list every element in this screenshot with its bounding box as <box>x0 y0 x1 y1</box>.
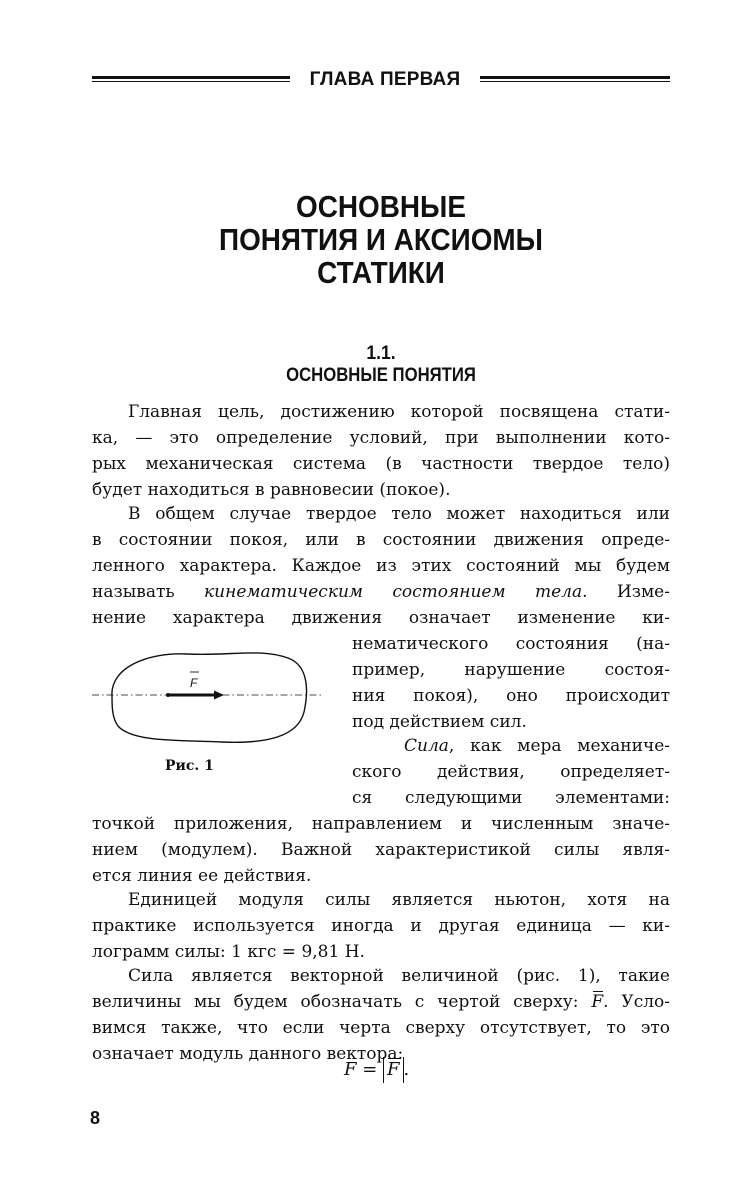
page-number: 8 <box>90 1108 101 1128</box>
formula <box>344 1057 409 1083</box>
arrowhead <box>214 691 224 700</box>
formula-period: . <box>403 1059 410 1080</box>
text-fragment: . Изме- <box>582 582 670 602</box>
text-fragment: , как мера механиче- <box>448 736 670 756</box>
text-line: ется линия ее действия. <box>92 866 312 886</box>
text-line: означает модуль данного вектора: <box>92 1044 404 1064</box>
chapter-title <box>121 190 641 289</box>
figure-caption: Рис. 1 <box>165 758 214 774</box>
text-line: нение характера движения означает изменение ки- <box>92 608 670 628</box>
chapter-title-line: СТАТИКИ <box>317 255 445 290</box>
text-line: вимся также, что если черта сверху отсутствует, то это <box>92 1018 670 1038</box>
text-fragment: величины мы будем обозначать с чертой сверху: <box>92 992 592 1012</box>
emphasis-term: Сила <box>404 736 449 756</box>
header-rule-right <box>480 76 670 82</box>
text-line: лограмм силы: 1 кгс = 9,81 Н. <box>92 942 365 962</box>
text-fragment: . Усло- <box>603 992 670 1012</box>
absolute-value-bars <box>383 1057 404 1083</box>
text-line: Сила является векторной величиной (рис. 1), такие <box>128 966 670 986</box>
figure-body-force-diagram <box>92 646 324 746</box>
vector-symbol: F <box>387 1057 400 1083</box>
text-line: ния покоя), оно происходит <box>352 686 670 706</box>
text-line: рых механическая система (в частности твердое тело) <box>92 454 670 474</box>
chapter-title-line: ОСНОВНЫЕ <box>296 189 466 224</box>
text-line: точкой приложения, направлением и численным значе- <box>92 814 670 834</box>
text-line: В общем случае твердое тело может находиться или <box>128 504 670 524</box>
text-line: нием (модулем). Важной характеристикой силы явля- <box>92 840 670 860</box>
emphasis-term: кинематическим состоянием тела <box>204 582 583 602</box>
text-fragment: называть <box>92 582 205 602</box>
formula-lhs: F <box>344 1059 357 1080</box>
text-line: практике используется иногда и другая единица — ки- <box>92 916 670 936</box>
text-line: пример, нарушение состоя- <box>352 660 670 680</box>
text-line: под действием сил. <box>352 712 527 732</box>
text-line <box>92 579 670 605</box>
text-line: нематического состояния (на- <box>352 634 670 654</box>
text-line: ся следующими элементами: <box>352 788 670 808</box>
vector-symbol: F <box>591 989 603 1015</box>
chapter-label: ГЛАВА ПЕРВАЯ <box>309 69 461 90</box>
text-line: ского действия, определяет- <box>352 762 670 782</box>
section-title: ОСНОВНЫЕ ПОНЯТИЯ <box>286 365 476 386</box>
chapter-title-line: ПОНЯТИЯ И АКСИОМЫ <box>219 222 543 257</box>
text-line: Главная цель, достижению которой посвящена стати- <box>128 402 670 422</box>
header-rule-left <box>92 76 290 82</box>
rigid-body-outline <box>112 653 307 742</box>
text-line: будет находиться в равновесии (покое). <box>92 480 451 500</box>
text-line <box>404 733 670 759</box>
text-line: Единицей модуля силы является ньютон, хотя на <box>128 890 670 910</box>
text-line: ка, — это определение условий, при выполнении кото- <box>92 428 670 448</box>
text-line: в состоянии покоя, или в состоянии движения опреде- <box>92 530 670 550</box>
text-line <box>92 989 670 1015</box>
formula-equals: = <box>356 1059 384 1080</box>
force-label: F <box>190 676 198 690</box>
chapter-header <box>92 68 670 98</box>
application-point <box>166 693 170 697</box>
section-number: 1.1. <box>366 343 396 364</box>
text-line: ленного характера. Каждое из этих состояний мы будем <box>92 556 670 576</box>
